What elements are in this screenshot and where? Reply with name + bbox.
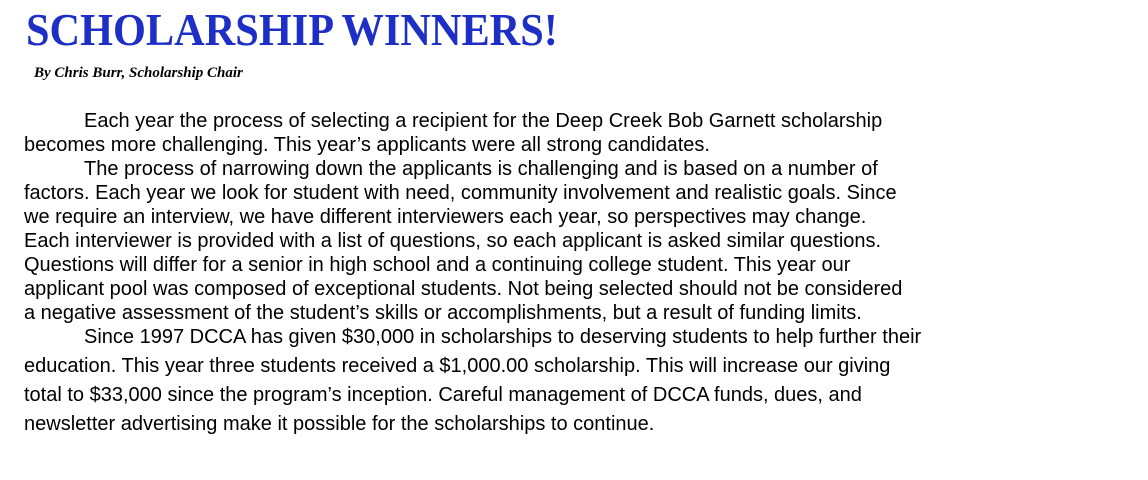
paragraph-line: Questions will differ for a senior in high school and a continuing college student. This year our [24,254,851,276]
article-byline: By Chris Burr, Scholarship Chair [34,65,243,81]
paragraph-line: Each interviewer is provided with a list of questions, so each applicant is asked similar questions. [24,230,882,252]
paragraph-line: becomes more challenging. This year’s applicants were all strong candidates. [24,134,710,156]
paragraph-line: Since 1997 DCCA has given $30,000 in scholarships to deserving students to help further their [84,326,922,348]
paragraph-line: applicant pool was composed of exceptional students. Not being selected should not be considered [24,278,903,300]
paragraph-line: factors. Each year we look for student with need, community involvement and realistic goals. Since [24,182,897,204]
paragraph-line: Each year the process of selecting a recipient for the Deep Creek Bob Garnett scholarship [84,110,883,132]
paragraph-line: newsletter advertising make it possible for the scholarships to continue. [24,413,655,435]
article-title: SCHOLARSHIP WINNERS! [26,4,558,55]
paragraph-line: we require an interview, we have different interviewers each year, so perspectives may change. [24,206,867,228]
paragraph-line: total to $33,000 since the program’s inception. Careful management of DCCA funds, dues, and [24,384,862,406]
paragraph-line: a negative assessment of the student’s skills or accomplishments, but a result of funding limits. [24,302,862,324]
paragraph-line: education. This year three students received a $1,000.00 scholarship. This will increase our giving [24,355,891,377]
paragraph-line: The process of narrowing down the applicants is challenging and is based on a number of [84,158,878,180]
